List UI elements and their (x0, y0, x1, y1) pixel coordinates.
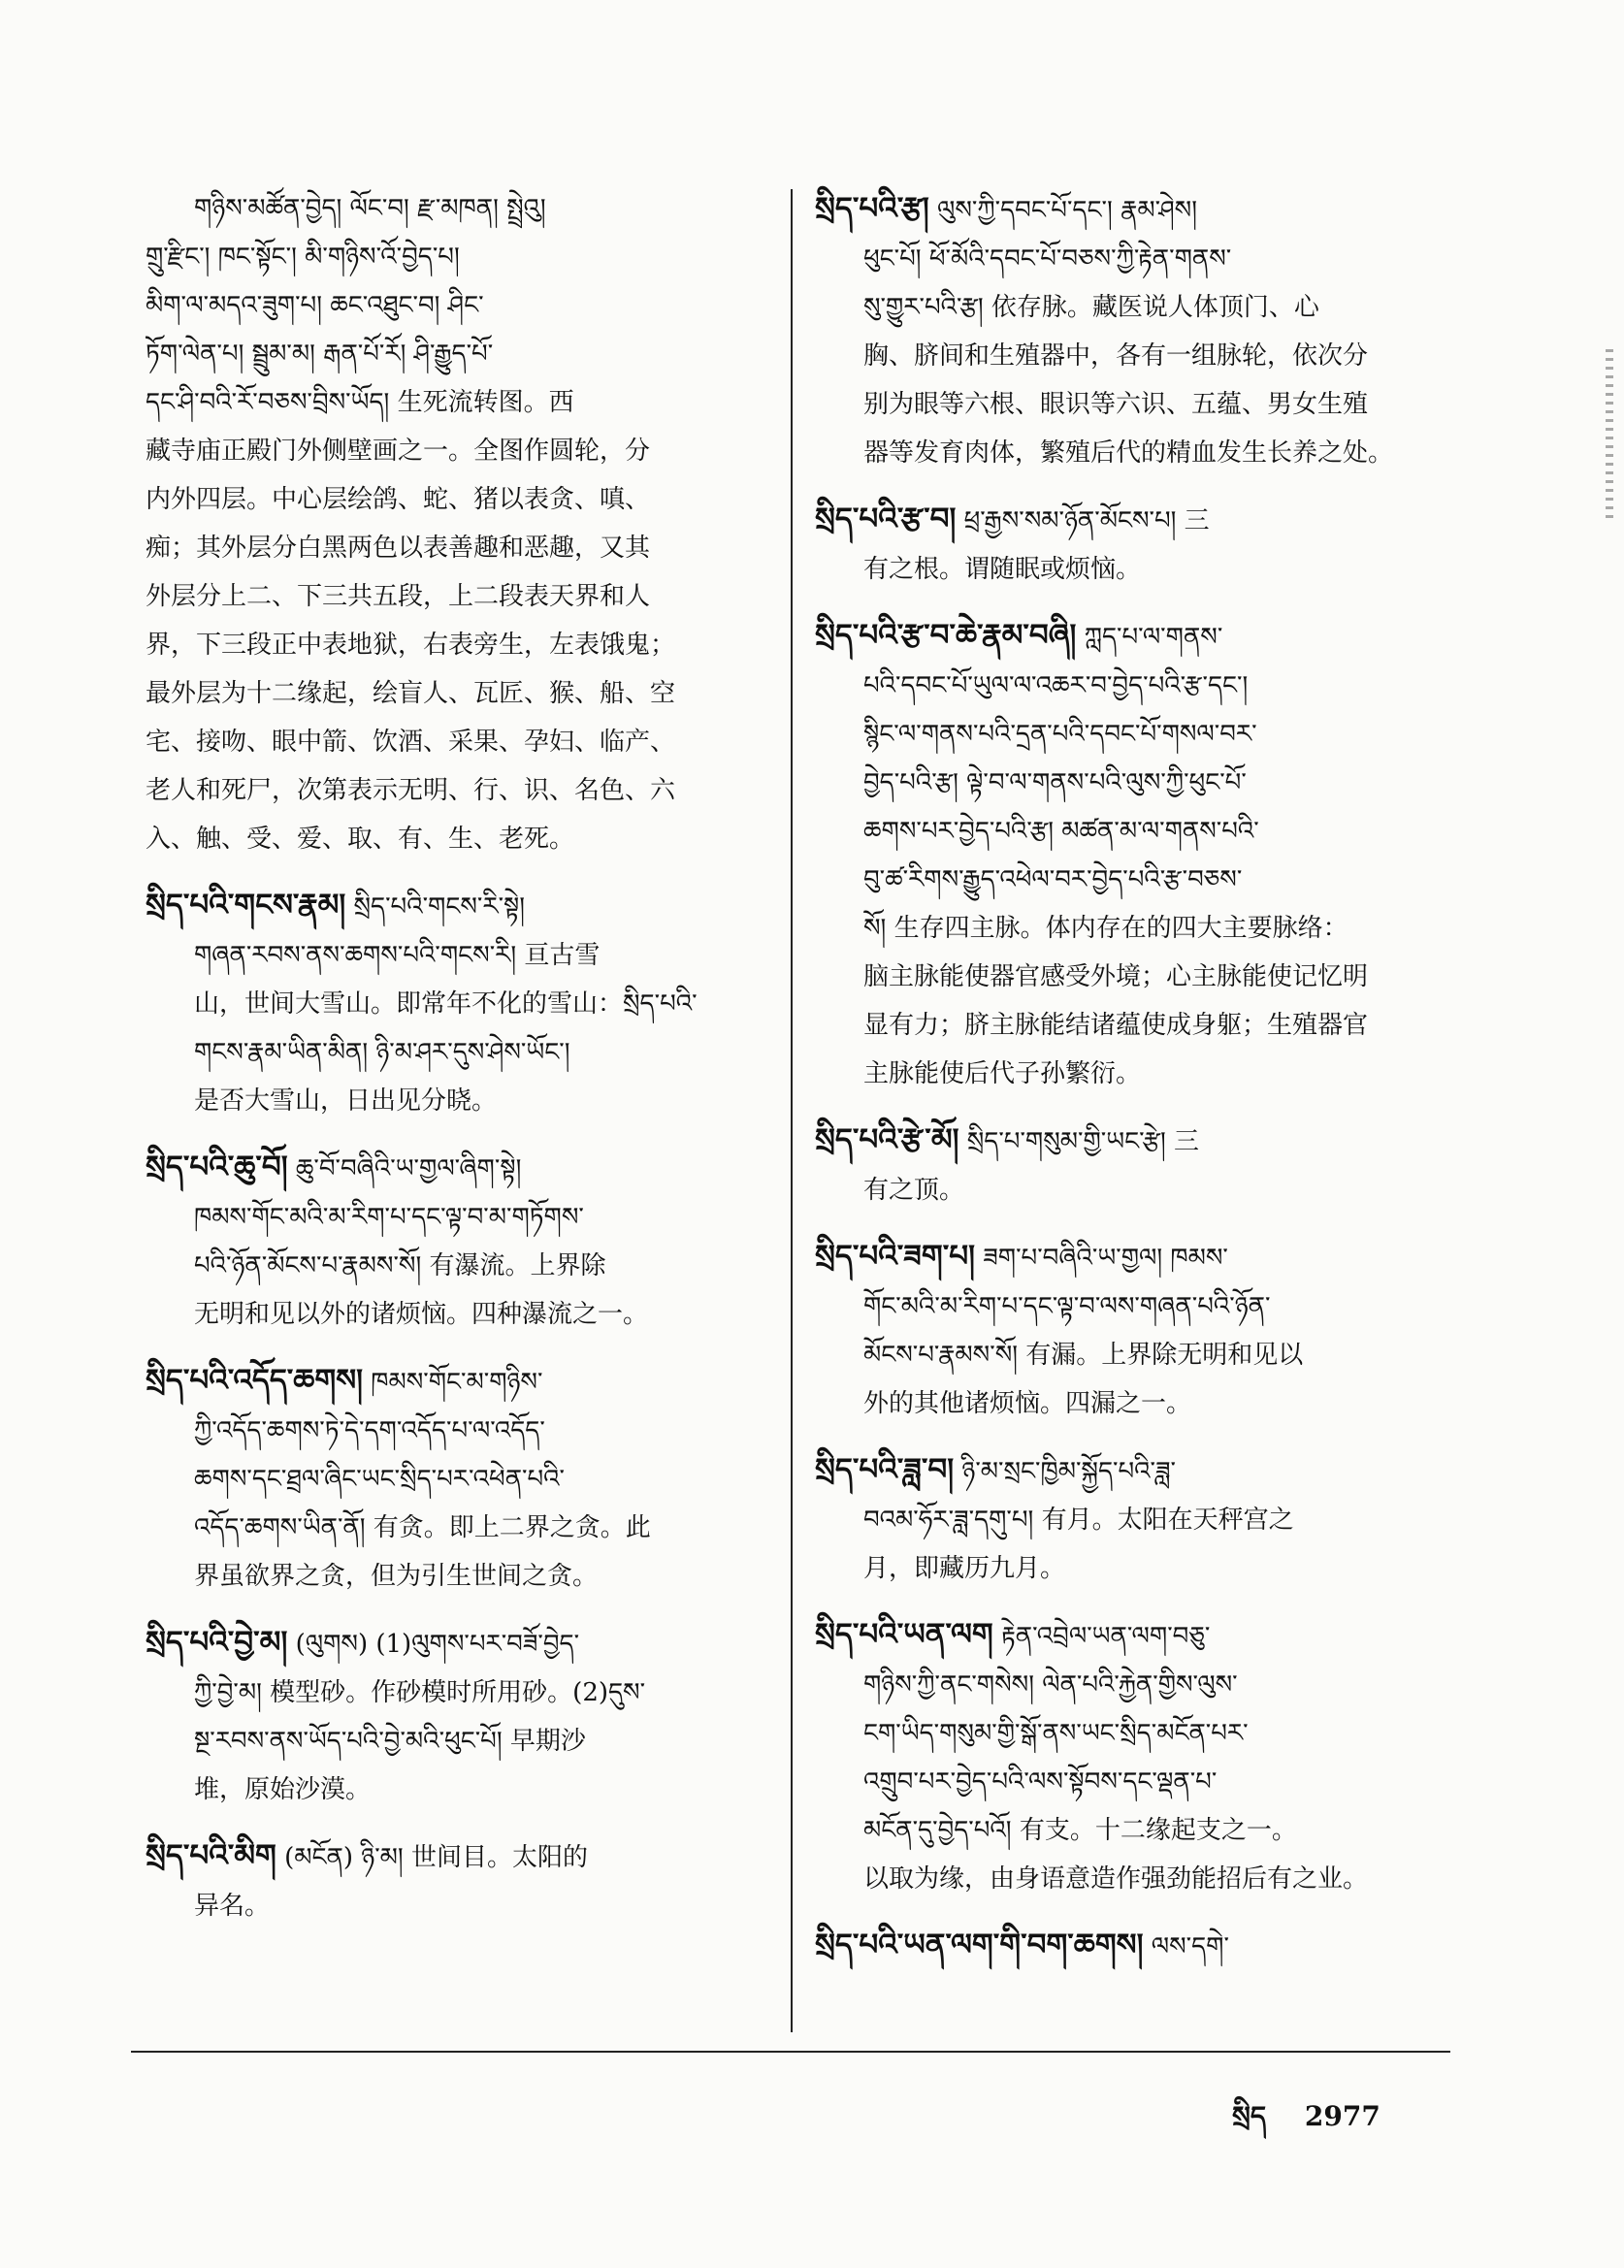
entry-line: 有之顶。 (863, 1176, 965, 1205)
entry-line: 异名。 (194, 1892, 271, 1921)
dictionary-entry (815, 1445, 1455, 1593)
entry-line: ལས་དགེ་ (1151, 1932, 1229, 1961)
dictionary-entry (146, 184, 766, 863)
entry-headword: སྲིད་པའི་ཟག་པ། (815, 1239, 975, 1274)
entry-line: 器等发育肉体，繁殖后代的精血发生长养之处。 (863, 438, 1394, 468)
entry-line: གཉིས་ཀྱི་ནང་གསེས། ལེན་པའི་རྐྱེན་གྱིས་ལུས་ (863, 1670, 1238, 1700)
entry-line: 胸、脐间和生殖器中，各有一组脉轮，依次分 (863, 341, 1369, 371)
dictionary-entry (815, 1921, 1455, 1971)
entry-line: 脑主脉能使器官感受外境；心主脉能使记忆明 (863, 962, 1369, 991)
entry-line: (མངོན) ཉི་མ། 世间目。太阳的 (284, 1843, 588, 1872)
entry-headword: སྲིད་པའི་རྩ་བ་ཆེ་རྣམ་བཞི། (815, 618, 1077, 653)
entry-line: གྲུ་རྫིང་། ཁང་སྟོང་། མི་གཉིས་འོ་བྱེད་པ། (146, 243, 460, 272)
entry-line: མིག་ལ་མདའ་ཟུག་པ། ཆང་འཐུང་བ། ཤིང་ (146, 291, 484, 320)
left-column (146, 184, 766, 1948)
section-letter: སྲིད (1232, 2100, 1267, 2132)
entry-headword: སྲིད་པའི་ཡན་ལག་གི་བག་ཆགས། (815, 1928, 1144, 1962)
entry-line: 界虽欲界之贪，但为引生世间之贪。 (194, 1562, 599, 1591)
entry-line: 有之根。谓随眠或烦恼。 (863, 555, 1142, 584)
entry-line: མངོན་དུ་བྱེད་པའོ། 有支。十二缘起支之一。 (863, 1816, 1297, 1845)
entry-line: ཁམས་གོང་མའི་མ་རིག་པ་དང་ལྟ་བ་མ་གཏོགས་ (194, 1203, 584, 1232)
entry-line: གོང་མའི་མ་རིག་པ་དང་ལྟ་བ་ལས་གཞན་པའི་ཉོན་ (863, 1292, 1271, 1321)
entry-line: 宅、接吻、眼中箭、饮酒、采果、孕妇、临产、 (146, 728, 676, 757)
entry-line: 界，下三段正中表地狱，右表旁生，左表饿鬼； (146, 631, 676, 660)
entry-line: སྙིང་ལ་གནས་པའི་དྲན་པའི་དབང་པོ་གསལ་བར་ (863, 720, 1257, 749)
dictionary-entry (815, 1610, 1455, 1903)
entry-line: ཀྱི་འདོད་ཆགས་ཏེ་དེ་དག་འདོད་པ་ལ་འདོད་ (194, 1416, 545, 1445)
entry-line: 是否大雪山，日出见分晓。 (194, 1086, 498, 1116)
entry-headword: སྲིད་པའི་བྱེ་མ། (146, 1625, 288, 1660)
entry-line: 藏寺庙正殿门外侧壁画之一。全图作圆轮，分 (146, 437, 651, 466)
entry-line: འདོད་ཆགས་ཡིན་ནོ། 有贪。即上二界之贪。此 (194, 1513, 651, 1542)
entry-line: པའི་ཉོན་མོངས་པ་རྣམས་སོ། 有瀑流。上界除 (194, 1251, 606, 1280)
entry-line: ཕྲ་རྒྱས་སམ་ཉོན་མོངས་པ། 三 (963, 506, 1210, 535)
entry-line: སུ་གྱུར་པའི་རྩ། 依存脉。藏医说人体顶门、心 (863, 293, 1319, 322)
entry-line: པའི་དབང་པོ་ཡུལ་ལ་འཆར་བ་བྱེད་པའི་རྩ་དང་། (863, 671, 1249, 700)
entry-line: ཆགས་པར་བྱེད་པའི་རྩ། མཚན་མ་ལ་གནས་པའི་ (863, 817, 1259, 846)
entry-line: 别为眼等六根、眼识等六识、五蕴、男女生殖 (863, 390, 1369, 419)
footer-rule (131, 2051, 1450, 2053)
entry-headword: སྲིད་པའི་ཡན་ལག (815, 1617, 993, 1652)
entry-line: 入、触、受、爱、取、有、生、老死。 (146, 825, 575, 854)
entry-line: སྲིད་པ་གསུམ་གྱི་ཡང་རྩེ། 三 (966, 1127, 1199, 1156)
entry-line: བའམ་ཧོར་ཟླ་དགུ་པ། 有月。太阳在天秤宫之 (863, 1506, 1294, 1535)
entry-line: 无明和见以外的诸烦恼。四种瀑流之一。 (194, 1300, 649, 1329)
entry-line: མོངས་པ་རྣམས་སོ། 有漏。上界除无明和见以 (863, 1341, 1304, 1370)
entry-line: ཉི་མ་སྲང་ཁྱིམ་སྐྱོད་པའི་ཟླ་ (961, 1457, 1177, 1486)
entry-line: 以取为缘，由身语意造作强劲能招后有之业。 (863, 1864, 1369, 1894)
dictionary-entry (146, 881, 766, 1125)
page-footer (1232, 2086, 1380, 2162)
entry-line: 外的其他诸烦恼。四漏之一。 (863, 1389, 1192, 1418)
entry-line: ངག་ཡིད་གསུམ་གྱི་སྒོ་ནས་ཡང་སྲིད་མངོན་པར་ (863, 1719, 1249, 1748)
page-number: 2977 (1304, 2100, 1380, 2132)
entry-headword: སྲིད་པའི་མིག (146, 1838, 276, 1873)
entry-line: 山，世间大雪山。即常年不化的雪山：སྲིད་པའི་ (194, 989, 698, 1019)
right-column (815, 184, 1455, 1989)
entry-line: ཀླད་པ་ལ་གནས་ (1084, 623, 1223, 652)
entry-line: ཁམས་གོང་མ་གཉིས་ (371, 1368, 543, 1397)
entry-line: ཕུང་པོ། ཕོ་མོའི་དབང་པོ་བཅས་ཀྱི་རྟེན་གནས་ (863, 244, 1232, 274)
dictionary-entry (815, 1116, 1455, 1215)
entry-line: 显有力；脐主脉能结诸蕴使成身躯；生殖器官 (863, 1011, 1369, 1040)
entry-line: 主脉能使后代子孙繁衍。 (863, 1059, 1142, 1088)
entry-line: ཟག་པ་བཞིའི་ཡ་གྱལ། ཁམས་ (983, 1244, 1228, 1273)
entry-headword: སྲིད་པའི་རྩེ་མོ། (815, 1122, 959, 1157)
entry-line: སྲིད་པའི་གངས་རི་སྟེ། (353, 892, 526, 922)
entry-headword: སྲིད་པའི་འདོད་ཆགས། (146, 1363, 364, 1398)
dictionary-entry (815, 1232, 1455, 1428)
scan-artifact (1606, 349, 1613, 524)
entry-line: བུ་ཚ་རིགས་རྒྱུད་འཕེལ་བར་བྱེད་པའི་རྩ་བཅས་ (863, 865, 1243, 894)
entry-line: 堆，原始沙漠。 (194, 1775, 372, 1804)
entry-headword: སྲིད་པའི་རྩ། (815, 191, 929, 226)
entry-headword: སྲིད་པའི་གངས་རྣམ། (146, 888, 346, 923)
column-divider (791, 189, 793, 2032)
entry-line: དང་ཤི་བའི་རོ་བཅས་བྲིས་ཡོད། 生死流转图。西 (146, 388, 574, 417)
entry-line: 老人和死尸，次第表示无明、行、识、名色、六 (146, 776, 676, 805)
entry-headword: སྲིད་པའི་རྩ་བ། (815, 502, 957, 536)
entry-line: 月，即藏历九月。 (863, 1554, 1066, 1583)
entry-line: 外层分上二、下三共五段，上二段表天界和人 (146, 582, 651, 611)
entry-line: 内外四层。中心层绘鸽、蛇、猪以表贪、嗔、 (146, 485, 651, 514)
entry-line: 最外层为十二缘起，绘盲人、瓦匠、猴、船、空 (146, 679, 676, 708)
entry-headword: སྲིད་པའི་ཟླ་བ། (815, 1452, 955, 1487)
entry-line: ཆགས་དང་ཐྲལ་ཞིང་ཡང་སྲིད་པར་འཕེན་པའི་ (194, 1465, 566, 1494)
entry-line: བྱེད་པའི་རྩ། ལྟེ་བ་ལ་གནས་པའི་ལུས་ཀྱི་ཕུང་པོ་ (863, 768, 1247, 797)
entry-line: 痴；其外层分白黑两色以表善趣和恶趣，又其 (146, 534, 651, 563)
entry-line: སོ། 生存四主脉。体内存在的四大主要脉络： (863, 914, 1348, 943)
dictionary-entry (146, 1143, 766, 1339)
entry-line: ལུས་ཀྱི་དབང་པོ་དང་། རྣམ་ཤེས། (936, 196, 1197, 225)
entry-line: འགྲུབ་པར་བྱེད་པའི་ལས་སྟོབས་དང་ལྡན་པ་ (863, 1767, 1218, 1797)
entry-line: ཏོག་ལེན་པ། སྦྲུམ་མ། རྒན་པོ་རོ། ཤི་རྒྱུད་པོ་ (146, 340, 494, 369)
entry-line: རྟེན་འབྲེལ་ཡན་ལག་བཅུ་ (1001, 1622, 1211, 1651)
dictionary-entry (146, 1831, 766, 1930)
dictionary-entry (146, 1356, 766, 1601)
entry-line: གངས་རྣམ་ཡིན་མིན། ཉི་མ་ཤར་དུས་ཤེས་ཡོང་། (194, 1038, 570, 1067)
entry-line: གཞན་རབས་ནས་ཆགས་པའི་གངས་རི། 亘古雪 (194, 941, 601, 970)
entry-line: (ལུགས) (1)ལུགས་པར་བཟོ་བྱེད་ (295, 1630, 580, 1659)
dictionary-entry (146, 1618, 766, 1814)
entry-line: སྔ་རབས་ནས་ཡོད་པའི་བྱེ་མའི་ཕུང་པོ། 早期沙 (194, 1727, 586, 1756)
entry-headword: སྲིད་པའི་ཆུ་བོ། (146, 1150, 288, 1184)
dictionary-entry (815, 611, 1455, 1098)
dictionary-entry (815, 495, 1455, 594)
dictionary-entry (815, 184, 1455, 477)
entry-line: གཉིས་མཚོན་བྱེད། ལོང་བ། རྫ་མཁན། སྤྲེའུ། (194, 194, 546, 223)
entry-line: ཆུ་བོ་བཞིའི་ཡ་གྱལ་ཞིག་སྟེ། (295, 1154, 522, 1183)
entry-line: ཀྱི་བྱེ་མ། 模型砂。作砂模时所用砂。(2)དུས་ (194, 1678, 646, 1707)
